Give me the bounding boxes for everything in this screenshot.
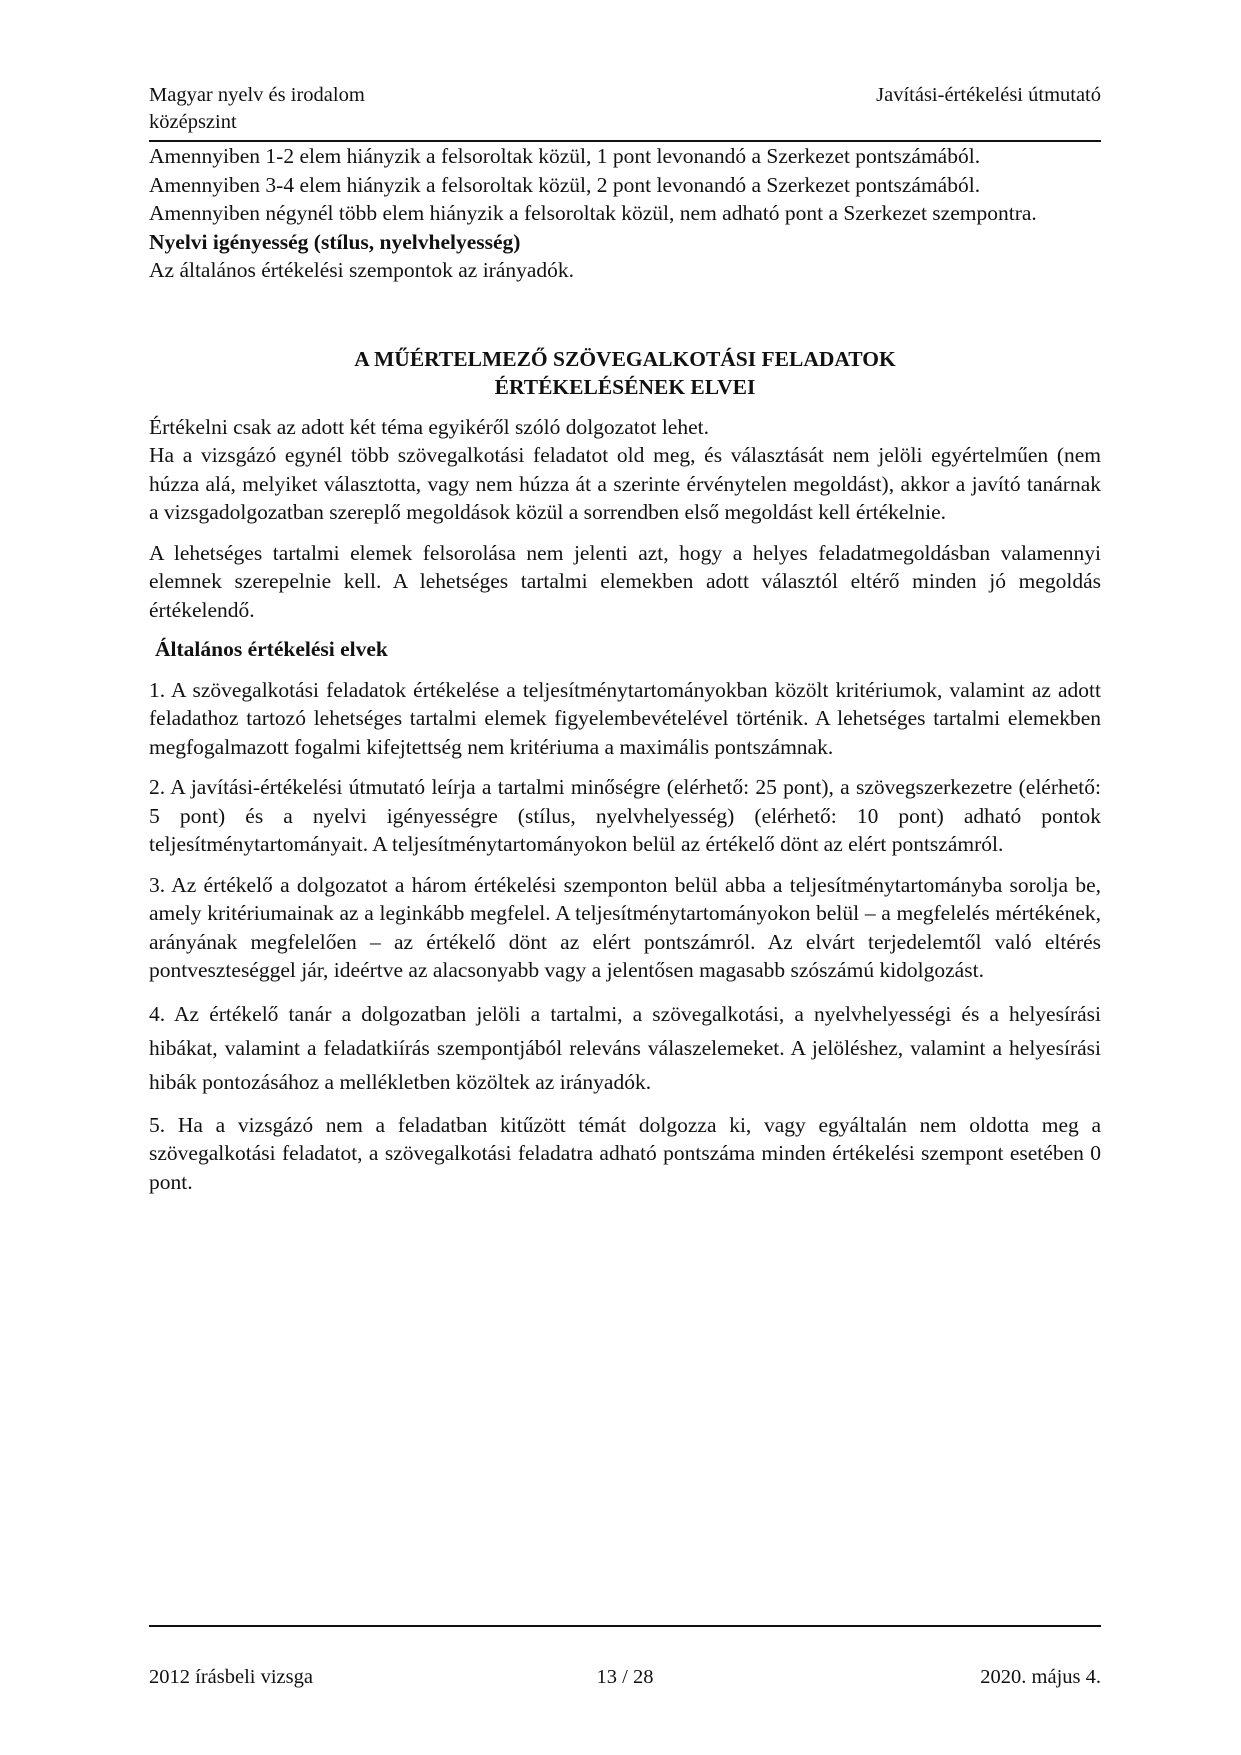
- footer-divider: [149, 1625, 1101, 1627]
- list-item-4: 4. Az értékelő tanár a dolgozatban jelöli a tartalmi, a szövegalkotási, a nyelvhelyességi és a helyesírási hibákat, valamint a feladatkiírás szempontjából releváns válaszelemeket. A jelöléshez, valamint a helyesírási hibák pontozásához a mellékletben közöltek az irányadók.: [149, 1001, 1101, 1094]
- footer-page-number: 13 / 28: [596, 1666, 654, 1688]
- paragraph-missing-more-than-4: Amennyiben négynél több elem hiányzik a felsoroltak közül, nem adható pont a Szerkezet szempontra.: [149, 201, 1037, 225]
- section-heading-nyelvi: Nyelvi igényesség (stílus, nyelvhelyesség): [149, 229, 521, 254]
- paragraph-intro-1: Értékelni csak az adott két téma egyikéről szóló dolgozatot lehet.: [149, 414, 709, 439]
- footer-date: 2020. május 4.: [980, 1666, 1101, 1688]
- subheading-general: Általános értékelési elvek: [155, 637, 388, 661]
- document-page: [149, 82, 1101, 1702]
- page-content: [149, 142, 1101, 1196]
- paragraph-intro-3: A lehetséges tartalmi elemek felsorolása nem jelenti azt, hogy a helyes feladatmegoldásban valamennyi elemnek szerepelnie kell. A lehetséges tartalmi elemekben adott választól eltérő minden jó megoldás értékelendő.: [149, 540, 1101, 622]
- paragraph-missing-1-2: Amennyiben 1-2 elem hiányzik a felsoroltak közül, 1 pont levonandó a Szerkezet pontszámából.: [149, 144, 981, 168]
- section-title-line1: A MŰÉRTELMEZŐ SZÖVEGALKOTÁSI FELADATOK: [354, 346, 896, 371]
- section-title-line2: ÉRTÉKELÉSÉNEK ELVEI: [494, 374, 756, 399]
- paragraph-nyelvi: Az általános értékelési szempontok az irányadók.: [149, 258, 575, 282]
- paragraph-missing-3-4: Amennyiben 3-4 elem hiányzik a felsoroltak közül, 2 pont levonandó a Szerkezet pontszámából.: [149, 172, 981, 197]
- header-doc-type: Javítási-értékelési útmutató: [876, 84, 1101, 106]
- page-footer: [149, 1664, 1101, 1691]
- footer-exam-id: 2012 írásbeli vizsga: [149, 1666, 313, 1688]
- header-level: középszint: [149, 111, 237, 133]
- list-item-5: 5. Ha a vizsgázó nem a feladatban kitűzött témát dolgozza ki, vagy egyáltalán nem oldotta meg a szövegalkotási feladatot, a szövegalkotási feladatra adható pontszáma minden értékelési szempont esetében 0 pont.: [149, 1112, 1101, 1194]
- list-item-2: 2. A javítási-értékelési útmutató leírja a tartalmi minőségre (elérhető: 25 pont), a szövegszerkezetre (elérhető: 5 pont) és a nyelvi igényességre (stílus, nyelvhelyesség) (elérhető: 10 pont) adható pontok teljesítménytartományait. A teljesítménytartományokon belül az értékelő dönt az elért pontszámról.: [149, 775, 1101, 856]
- list-item-1: 1. A szövegalkotási feladatok értékelése a teljesítménytartományokban közölt kritériumok, valamint az adott feladathoz tartozó lehetséges tartalmi elemek figyelembevételével történik. A lehetséges tartalmi elemekben megfogalmazott fogalmi kifejtettség nem kritériuma a maximális pontszámnak.: [149, 677, 1101, 759]
- list-item-3: 3. Az értékelő a dolgozatot a három értékelési szemponton belül abba a teljesítménytartományba sorolja be, amely kritériumainak az a leginkább megfelel. A teljesítménytartományokon belül – a megfelelés mértékének, arányának megfelelően – az értékelő dönt az elért pontszámról. Az elvárt terjedelemtől való eltérés pontveszteséggel jár, ideértve az alacsonyabb vagy a jelentősen magasabb szószámú kidolgozást.: [149, 872, 1101, 982]
- page-header: [149, 82, 1101, 142]
- section-title: [149, 345, 1101, 401]
- header-subject: Magyar nyelv és irodalom: [149, 84, 365, 106]
- header-left: [149, 82, 365, 136]
- paragraph-intro-2: Ha a vizsgázó egynél több szövegalkotási feladatot old meg, és választását nem jelöli egyértelműen (nem húzza alá, melyiket választotta, vagy nem húzza át a szerinte érvénytelen megoldást), akkor a javító tanárnak a vizsgadolgozatban szereplő megoldások közül a sorrendben első megoldást kell értékelnie.: [149, 443, 1101, 524]
